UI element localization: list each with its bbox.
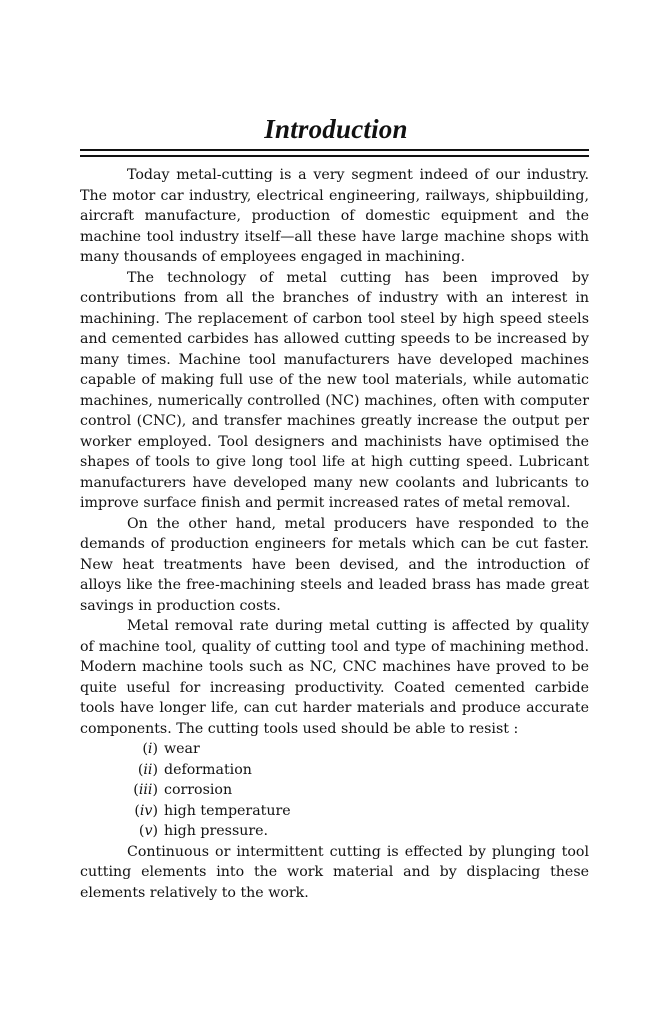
list-item-text: high temperature <box>164 802 291 819</box>
list-item <box>80 739 589 760</box>
list-item <box>80 780 589 801</box>
resist-list <box>80 739 589 842</box>
list-item <box>80 760 589 781</box>
closing-paragraph: Continuous or intermittent cutting is effected by plunging tool cutting elements into the work material and by displacing these elements relatively to the work. <box>80 843 589 901</box>
list-item <box>80 821 589 842</box>
list-item-text: corrosion <box>164 782 233 798</box>
list-item-number: (v) <box>138 823 158 839</box>
paragraph: Today metal-cutting is a very segment indeed of our industry. The motor car industry, electrical engineering, railways, shipbuilding, aircraft manufacture, production of domestic equipment and the machine tool industry itself—all these have large machine shops with many thousands of employees engaged in machining. <box>80 167 589 265</box>
list-item-number: (ii) <box>137 761 158 778</box>
list-item-text: deformation <box>164 761 252 778</box>
paragraph: The technology of metal cutting has been improved by contributions from all the branches of industry with an interest in machining. The replacement of carbon tool steel by high speed steels and cemented carbides has allowed cutting speeds to be increased by many times. Machine tool manufacturers have developed machines capable of making full use of the new tool materials, while automatic machines, numerically controlled (NC) machines, often with computer control (CNC), and transfer machines greatly increase the output per worker employed. Tool designers and machinists have optimised the shapes of tools to give long tool life at high cutting speed. Lubricant manufacturers have developed many new coolants and lubricants to improve surface finish and permit increased rates of metal removal. <box>80 269 589 511</box>
list-item-number: (i) <box>142 741 158 757</box>
list-item-number: (iv) <box>134 802 158 819</box>
list-item-text: wear <box>164 741 200 757</box>
list-item-text: high pressure. <box>164 823 269 839</box>
list-item-number: (iii) <box>133 782 158 798</box>
paragraph: On the other hand, metal producers have responded to the demands of production engineers for metals which can be cut faster. New heat treatments have been devised, and the introduction of alloys like the free-machining steels and leaded brass has made great savings in production costs. <box>80 515 589 614</box>
list-item <box>80 801 589 822</box>
body-text <box>80 165 589 903</box>
title-rule-top <box>80 149 589 151</box>
title-rule-bottom <box>80 155 589 157</box>
chapter-title: Introduction <box>264 114 408 144</box>
paragraph: Metal removal rate during metal cutting is affected by quality of machine tool, quality of cutting tool and type of machining method. Modern machine tools such as NC, CNC machines have proved to be quite useful for increasing productivity. Coated cemented carbide tools have longer life, can cut harder materials and produce accurate components. The cutting tools used should be able to resist : <box>80 618 589 737</box>
